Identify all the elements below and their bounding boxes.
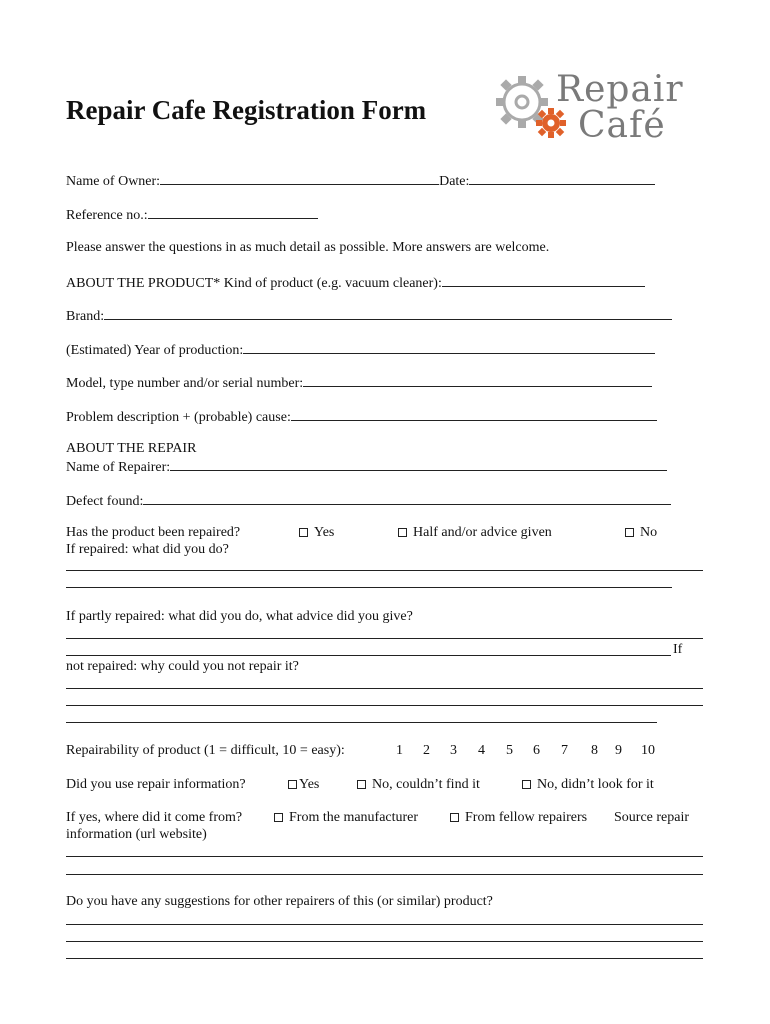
source-manufacturer[interactable]: From the manufacturer — [274, 809, 418, 826]
year-label: (Estimated) Year of production: — [66, 343, 244, 358]
scale-9[interactable]: 9 — [615, 743, 622, 758]
source-question: If yes, where did it come from? — [66, 810, 243, 825]
repair-info-yes[interactable]: Yes — [288, 776, 319, 793]
instructions: Please answer the questions in as much detail as possible. More answers are welcome. — [66, 240, 550, 255]
brand-field[interactable] — [104, 306, 672, 320]
checkbox[interactable] — [450, 813, 459, 822]
problem-field[interactable] — [291, 407, 657, 421]
scale-2[interactable]: 2 — [423, 743, 430, 758]
checkbox[interactable] — [625, 528, 634, 537]
checkbox[interactable] — [299, 528, 308, 537]
answer-line[interactable] — [66, 722, 657, 723]
repaired-option-yes[interactable]: Yes — [299, 524, 334, 541]
checkbox[interactable] — [357, 780, 366, 789]
model-row — [66, 373, 652, 392]
checkbox[interactable] — [522, 780, 531, 789]
date-field[interactable] — [469, 171, 655, 185]
answer-line[interactable] — [66, 655, 671, 656]
answer-line[interactable] — [66, 856, 703, 857]
scale-8[interactable]: 8 — [591, 743, 598, 758]
logo-word-cafe: Café — [578, 105, 666, 146]
cog-accent-icon — [534, 106, 568, 140]
date-label: Date: — [439, 174, 470, 189]
repair-section-heading: ABOUT THE REPAIR — [66, 441, 197, 456]
year-field[interactable] — [243, 340, 655, 354]
repair-info-not-found[interactable]: No, couldn’t find it — [357, 776, 480, 793]
brand-row — [66, 306, 672, 325]
product-kind-row — [66, 273, 645, 292]
repairability-label: Repairability of product (1 = difficult, 10 = easy): — [66, 743, 345, 758]
reference-label: Reference no.: — [66, 208, 148, 223]
answer-line[interactable] — [66, 705, 703, 706]
problem-row — [66, 407, 657, 426]
repair-info-not-looked[interactable]: No, didn’t look for it — [522, 776, 654, 793]
answer-line[interactable] — [66, 874, 703, 875]
scale-3[interactable]: 3 — [450, 743, 457, 758]
repaired-option-no[interactable]: No — [625, 524, 657, 541]
defect-row — [66, 491, 671, 510]
repair-cafe-logo — [482, 66, 684, 146]
scale-6[interactable]: 6 — [533, 743, 540, 758]
not-repaired-question: not repaired: why could you not repair it? — [66, 659, 299, 674]
answer-line[interactable] — [66, 570, 703, 571]
problem-label: Problem description + (probable) cause: — [66, 410, 291, 425]
source-other-label: Source repair — [614, 810, 690, 825]
model-field[interactable] — [303, 373, 652, 387]
not-repaired-if: If — [673, 642, 683, 657]
partly-question: If partly repaired: what did you do, what advice did you give? — [66, 609, 413, 624]
answer-line[interactable] — [66, 924, 703, 925]
repairer-label: Name of Repairer: — [66, 460, 171, 475]
repaired-followup: If repaired: what did you do? — [66, 542, 229, 557]
year-row — [66, 340, 655, 359]
answer-line[interactable] — [66, 941, 703, 942]
answer-line[interactable] — [66, 688, 703, 689]
owner-row — [66, 171, 655, 190]
brand-label: Brand: — [66, 309, 105, 324]
owner-label: Name of Owner: — [66, 174, 161, 189]
suggestions-question: Do you have any suggestions for other repairers of this (or similar) product? — [66, 894, 493, 909]
defect-field[interactable] — [143, 491, 671, 505]
answer-line[interactable] — [66, 958, 703, 959]
model-label: Model, type number and/or serial number: — [66, 376, 304, 391]
repaired-question: Has the product been repaired? — [66, 525, 241, 540]
repaired-option-half[interactable]: Half and/or advice given — [398, 524, 552, 541]
product-kind-field[interactable] — [442, 273, 645, 287]
source-other-label-cont: information (url website) — [66, 827, 207, 842]
repairer-field[interactable] — [170, 457, 667, 471]
page-title: Repair Cafe Registration Form — [66, 95, 427, 125]
defect-label: Defect found: — [66, 494, 144, 509]
repairability-scale — [396, 742, 655, 759]
source-fellow-repairers[interactable]: From fellow repairers — [450, 809, 587, 826]
checkbox[interactable] — [288, 780, 297, 789]
scale-4[interactable]: 4 — [478, 743, 485, 758]
reference-row — [66, 205, 318, 224]
reference-field[interactable] — [148, 205, 318, 219]
scale-7[interactable]: 7 — [561, 743, 568, 758]
logo-word-repair: Repair — [556, 69, 684, 110]
checkbox[interactable] — [274, 813, 283, 822]
checkbox[interactable] — [398, 528, 407, 537]
owner-field[interactable] — [160, 171, 439, 185]
repair-info-question: Did you use repair information? — [66, 777, 246, 792]
scale-5[interactable]: 5 — [506, 743, 513, 758]
scale-10[interactable]: 10 — [641, 743, 655, 758]
answer-line[interactable] — [66, 587, 672, 588]
scale-1[interactable]: 1 — [396, 743, 403, 758]
answer-line[interactable] — [66, 638, 703, 639]
product-kind-label: ABOUT THE PRODUCT* Kind of product (e.g. vacuum cleaner): — [66, 276, 442, 291]
repairer-row — [66, 457, 667, 476]
